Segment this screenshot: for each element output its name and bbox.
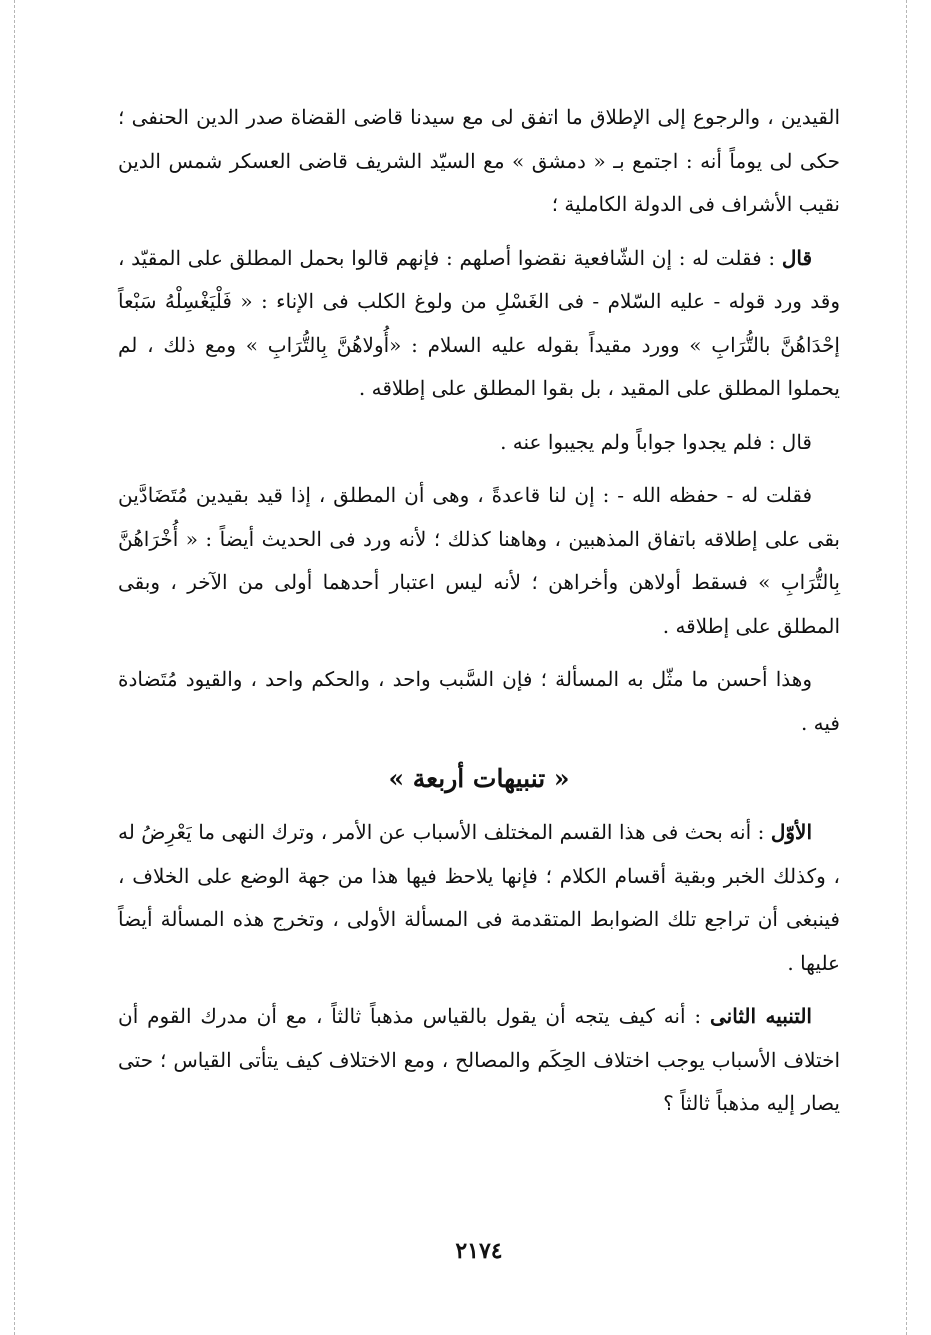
note-1-text: : أنه بحث فى هذا القسم المختلف الأسباب عن الأمر ، وترك النهى ما يَعْرِضُ له ، وكذلك الخبر وبقية أقسام الكلام ؛ فإنها يلاحظ فيها هذا من جهة الوضع على الخلاف ، فينبغى أن تراجع تلك الضوابط المتقدمة فى المسألة الأولى ، وتخرج هذه المسألة أيضاً عليها .	[118, 820, 840, 975]
paragraph-4	[118, 474, 840, 648]
paragraph-2-text: : فقلت له : إن الشّافعية نقضوا أصلهم : فإنهم قالوا بحمل المطلق على المقيّد ، وقد ورد قوله - عليه السّلام - فى الغَسْلِ من ولوغ الكلب فى الإناء : « فَلْيَغْسِلْهُ سَبْعاً إحْدَاهُنَّ بالتُّرَابِ » وورد مقيداً بقوله عليه السلام : «أُولاهُنَّ بِالتُّرَابِ » ومع ذلك ، لم يحملوا المطلق على المقيد ، بل بقوا المطلق على إطلاقه .	[118, 245, 840, 400]
paragraph-2	[118, 237, 840, 411]
paragraph-3-text: قال : فلم يجدوا جواباً ولم يجيبوا عنه .	[500, 429, 812, 454]
note-2-lead: التنبيه الثانى	[710, 1004, 812, 1028]
paragraph-1	[118, 96, 840, 227]
paragraph-2-lead: قال	[781, 245, 812, 270]
note-1	[118, 811, 840, 985]
left-margin-rule	[14, 0, 15, 1335]
paragraph-5	[118, 658, 840, 745]
right-margin-rule	[906, 0, 907, 1335]
paragraph-4-text: فقلت له - حفظه الله - : إن لنا قاعدةً ، وهى أن المطلق ، إذا قيد بقيدين مُتَضَادَّين بقى على إطلاقه باتفاق المذهبين ، وهاهنا كذلك ؛ لأنه ورد فى الحديث أيضاً : « أُخْرَاهُنَّ بِالتُّرَابِ » فسقط أولاهن وأخراهن ؛ لأنه ليس اعتبار أحدهما أولى من الآخر ، وبقى المطلق على إطلاقه .	[118, 483, 840, 638]
page-number: ٢١٧٤	[455, 1238, 503, 1264]
paragraph-1-text: القيدين ، والرجوع إلى الإطلاق ما اتفق لى مع سيدنا قاضى القضاة صدر الدين الحنفى ؛ حكى لى يوماً أنه : اجتمع بـ « دمشق » مع السيّد الشريف قاضى العسكر شمس الدين نقيب الأشراف فى الدولة الكاملية ؛	[118, 105, 841, 216]
section-heading: « تنبيهات أربعة »	[388, 764, 570, 793]
page-body	[118, 96, 840, 1136]
paragraph-5-text: وهذا أحسن ما مثّل به المسألة ؛ فإن السَّبب واحد ، والحكم واحد ، والقيود مُتَضادة فيه .	[118, 667, 840, 735]
note-2	[118, 995, 840, 1126]
note-2-text: : أنه كيف يتجه أن يقول بالقياس مذهباً ثالثاً ، مع أن مدرك القوم أن اختلاف الأسباب يوجب اختلاف الحِكَم والمصالح ، ومع الاختلاف كيف يتأتى القياس ؛ حتى يصار إليه مذهباً ثالثاً ؟	[118, 1004, 840, 1115]
paragraph-3	[118, 421, 840, 465]
note-1-lead: الأوّل	[770, 820, 812, 844]
